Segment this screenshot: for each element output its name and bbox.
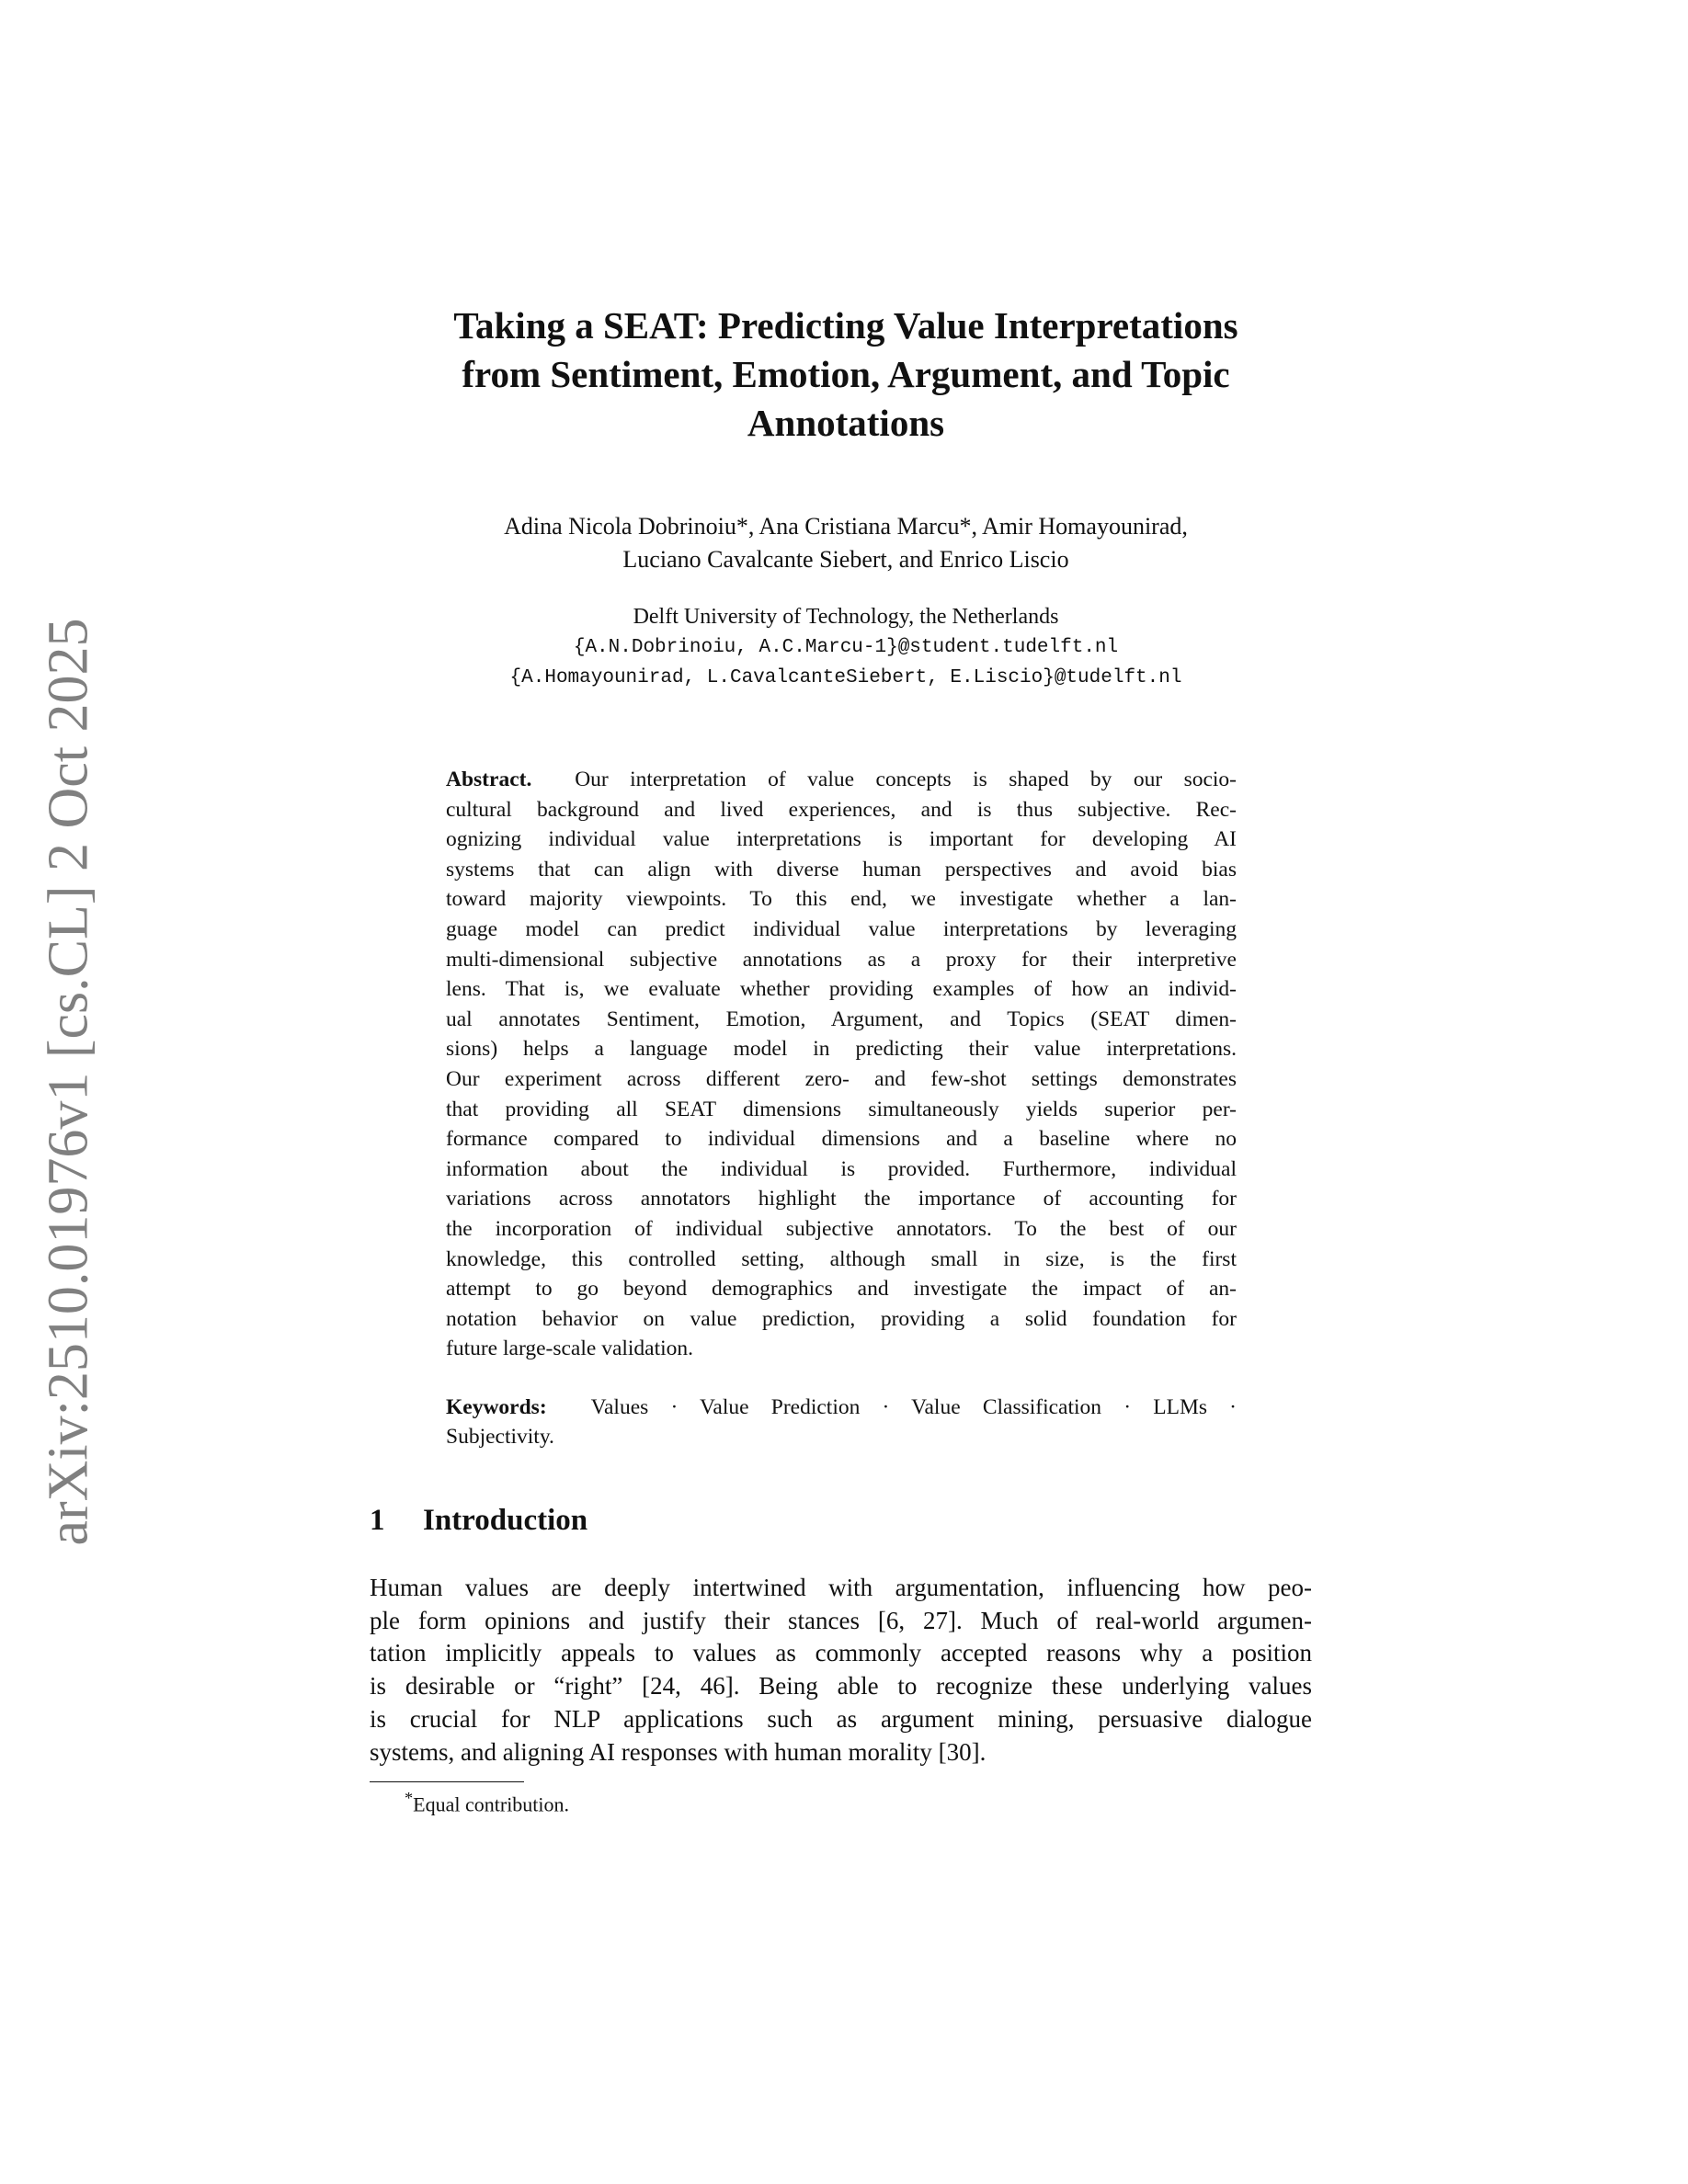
body-line: tation implicitly appeals to values as commonly accepted reasons why a position	[370, 1639, 1312, 1667]
footnote	[405, 1789, 569, 1816]
title-line: from Sentiment, Emotion, Argument, and Topic	[462, 353, 1230, 395]
abstract-line: systems that can align with diverse human perspectives and avoid bias	[446, 857, 1237, 882]
keywords	[446, 1393, 1237, 1451]
title-line: Taking a SEAT: Predicting Value Interpretations	[453, 304, 1238, 347]
keywords-line	[446, 1393, 1237, 1422]
abstract-line: multi-dimensional subjective annotations as a proxy for their interpretive	[446, 947, 1237, 972]
abstract-line: variations across annotators highlight the importance of accounting for	[446, 1187, 1237, 1211]
abstract-line: Our experiment across different zero- and few-shot settings demonstrates	[446, 1066, 1237, 1091]
section-title: Introduction	[423, 1504, 588, 1537]
keywords-text: Values · Value Prediction · Value Classification · LLMs ·	[590, 1395, 1237, 1419]
email-line: {A.Homayounirad, L.CavalcanteSiebert, E.Liscio}@tudelft.nl	[509, 667, 1182, 688]
author-list	[349, 510, 1342, 576]
abstract-line: lens. That is, we evaluate whether providing examples of how an individ-	[446, 977, 1237, 1002]
title-line: Annotations	[747, 402, 945, 444]
footnote-rule	[370, 1781, 524, 1782]
abstract-line: notation behavior on value prediction, providing a solid foundation for	[446, 1306, 1237, 1331]
body-line: is desirable or “right” [24, 46]. Being able to recognize these underlying values	[370, 1672, 1312, 1701]
intro-paragraph	[370, 1572, 1312, 1769]
section-number: 1	[370, 1504, 385, 1537]
keywords-label: Keywords:	[446, 1395, 547, 1419]
abstract-text: Our interpretation of value concepts is shaped by our socio-	[575, 768, 1237, 791]
authors-line: Luciano Cavalcante Siebert, and Enrico Liscio	[622, 546, 1069, 573]
body-line: ple form opinions and justify their stances [6, 27]. Much of real-world argumen-	[370, 1606, 1312, 1634]
body-line: Human values are deeply intertwined with argumentation, influencing how peo-	[370, 1574, 1312, 1601]
footnote-mark: *	[405, 1789, 414, 1807]
abstract-line	[446, 765, 1237, 795]
abstract-line: information about the individual is provided. Furthermore, individual	[446, 1156, 1237, 1181]
footnote-text: Equal contribution.	[413, 1792, 570, 1816]
abstract-line: formance compared to individual dimensions and a baseline where no	[446, 1127, 1237, 1152]
abstract-line: toward majority viewpoints. To this end, we investigate whether a lan-	[446, 887, 1237, 912]
abstract-line: the incorporation of individual subjective annotators. To the best of our	[446, 1216, 1237, 1241]
authors-line: Adina Nicola Dobrinoiu*, Ana Cristiana Marcu*, Amir Homayounirad,	[504, 513, 1188, 540]
body-line: is crucial for NLP applications such as argument mining, persuasive dialogue	[370, 1704, 1312, 1733]
abstract	[446, 765, 1237, 1364]
abstract-line: that providing all SEAT dimensions simultaneously yields superior per-	[446, 1097, 1237, 1121]
affiliation: Delft University of Technology, the Netherlands	[633, 605, 1059, 629]
abstract-line: ual annotates Sentiment, Emotion, Argument, and Topics (SEAT dimen-	[446, 1007, 1237, 1031]
abstract-line: sions) helps a language model in predicting their value interpretations.	[446, 1037, 1237, 1062]
abstract-line: ognizing individual value interpretations is important for developing AI	[446, 827, 1237, 852]
abstract-line: future large-scale validation.	[446, 1337, 694, 1361]
arxiv-stamp: arXiv:2510.01976v1 [cs.CL] 2 Oct 2025	[37, 618, 100, 1546]
abstract-line: attempt to go beyond demographics and investigate the impact of an-	[446, 1277, 1237, 1302]
abstract-line: cultural background and lived experiences, and is thus subjective. Rec-	[446, 797, 1237, 822]
body-line: systems, and aligning AI responses with human morality [30].	[370, 1737, 987, 1766]
email-line: {A.N.Dobrinoiu, A.C.Marcu-1}@student.tudelft.nl	[573, 637, 1119, 658]
keywords-line: Subjectivity.	[446, 1425, 554, 1449]
paper-title	[349, 301, 1342, 448]
abstract-label: Abstract.	[446, 768, 532, 791]
abstract-line: knowledge, this controlled setting, although small in size, is the first	[446, 1246, 1237, 1271]
affiliation-block	[349, 602, 1342, 693]
section-heading	[370, 1504, 587, 1538]
abstract-line: guage model can predict individual value interpretations by leveraging	[446, 916, 1237, 941]
